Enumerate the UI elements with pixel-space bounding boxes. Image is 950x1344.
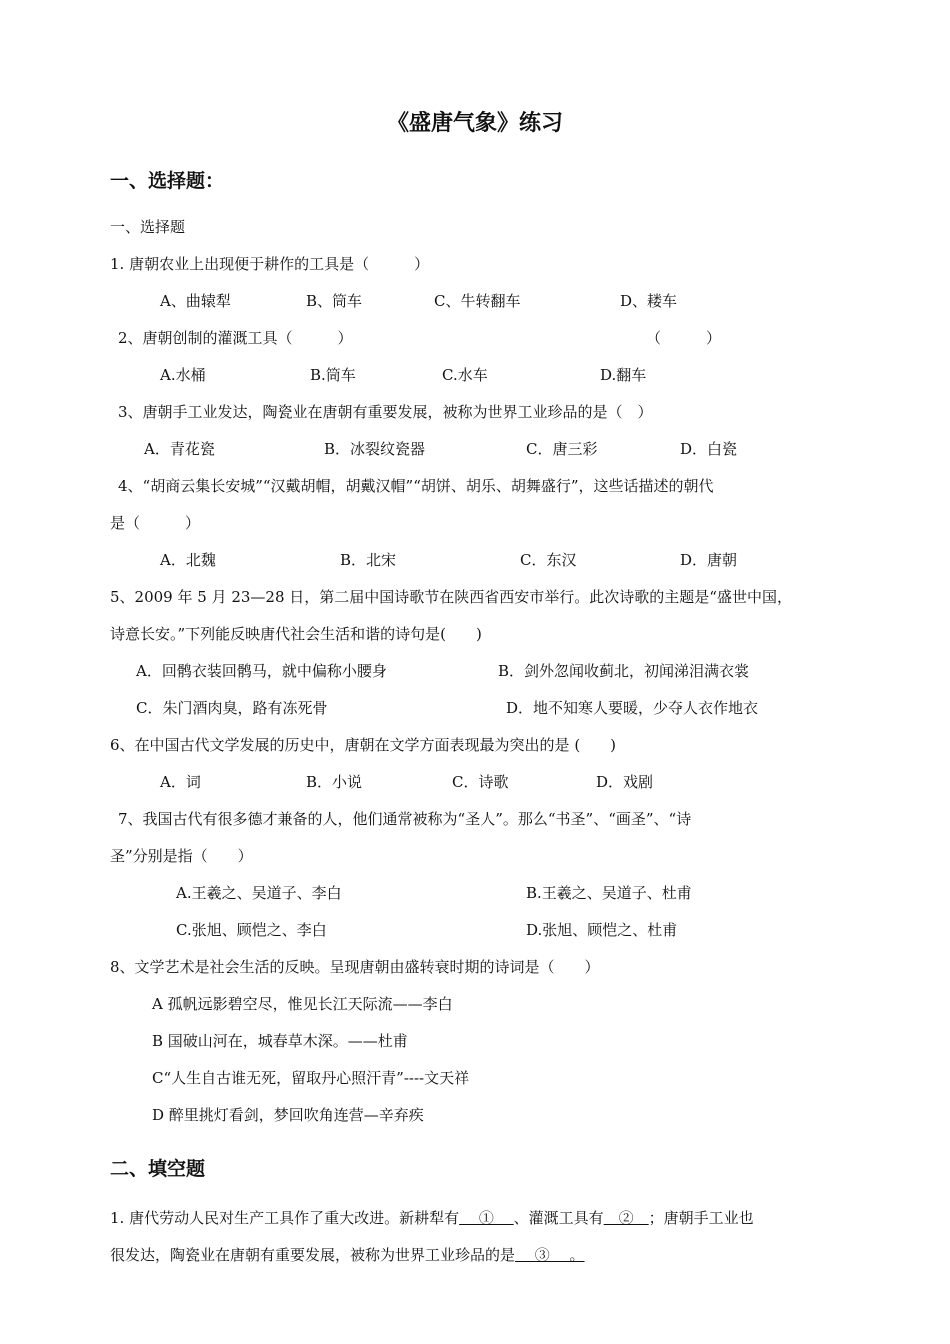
question-6-option-d: D．戏剧 — [596, 773, 654, 791]
question-4-option-a: A．北魏 — [160, 551, 216, 569]
question-4-stem-line-1: 4、“胡商云集长安城”“汉戴胡帽，胡戴汉帽”“胡饼、胡乐、胡舞盛行”，这些话描述的朝代 — [118, 477, 714, 495]
question-4-option-d: D．唐朝 — [680, 551, 738, 569]
fill-blank-2: ② — [603, 1209, 649, 1227]
question-7-stem-line-2: 圣”分别是指（ ） — [110, 847, 253, 865]
question-6-option-b: B．小说 — [306, 773, 363, 791]
question-2-option-a: A.水桶 — [160, 366, 206, 384]
question-3-stem: 3、唐朝手工业发达，陶瓷业在唐朝有重要发展，被称为世界工业珍品的是（ ） — [118, 403, 653, 421]
question-8-option-a: A 孤帆远影碧空尽，惟见长江天际流——李白 — [152, 995, 453, 1013]
question-1-option-c: C、牛转翻车 — [434, 292, 521, 310]
fill-question-1-line-2 — [110, 1245, 585, 1265]
page-title: 《盛唐气象》练习 — [386, 111, 563, 136]
question-6-stem: 6、在中国古代文学发展的历史中，唐朝在文学方面表现最为突出的是 ( ) — [110, 736, 617, 754]
question-4-option-c: C．东汉 — [520, 551, 577, 569]
fill-question-1-text-4: 很发达，陶瓷业在唐朝有重要发展，被称为世界工业珍品的是 — [110, 1246, 516, 1264]
question-4-stem-line-2: 是（ ） — [110, 514, 201, 532]
question-5-stem-line-1: 5、2009 年 5 月 23—28 日，第二届中国诗歌节在陕西省西安市举行。此次诗歌的主题是“盛世中国， — [110, 588, 792, 606]
question-2-option-d: D.翻车 — [600, 366, 647, 384]
question-1-option-b: B、筒车 — [306, 292, 363, 310]
question-7-option-c: C.张旭、顾恺之、李白 — [176, 921, 327, 939]
question-3-option-a: A．青花瓷 — [144, 440, 215, 458]
question-2-answer-paren: （ ） — [646, 329, 722, 347]
question-2-stem: 2、唐朝创制的灌溉工具（ ） — [118, 329, 353, 347]
question-1-option-a: A、曲辕犁 — [160, 292, 231, 310]
fill-blank-1: ① — [459, 1209, 514, 1227]
question-4-option-b: B．北宋 — [340, 551, 397, 569]
fill-question-1-text-3: ；唐朝手工业也 — [648, 1209, 754, 1227]
question-2-option-c: C.水车 — [442, 366, 488, 384]
question-8-option-c: C“人生自古谁无死，留取丹心照汗青”----文天祥 — [152, 1069, 470, 1087]
question-5-option-a: A．回鹘衣装回鹘马，就中偏称小腰身 — [136, 662, 387, 680]
question-5-option-b: B．剑外忽闻收蓟北，初闻涕泪满衣裳 — [498, 662, 750, 680]
question-7-option-a: A.王羲之、吴道子、李白 — [176, 884, 342, 902]
fill-blank-3: ③ 。 — [515, 1246, 585, 1264]
section-heading-fill-blank: 二、填空题 — [110, 1158, 206, 1180]
section-heading-choice: 一、选择题： — [110, 170, 225, 192]
question-8-stem: 8、文学艺术是社会生活的反映。呈现唐朝由盛转衰时期的诗词是（ ） — [110, 958, 600, 976]
question-2-option-b: B.筒车 — [310, 366, 356, 384]
section-subheading: 一、选择题 — [110, 218, 186, 236]
question-8-option-d: D 醉里挑灯看剑，梦回吹角连营—辛弃疾 — [152, 1106, 424, 1124]
fill-question-1-line-1 — [110, 1208, 754, 1228]
question-6-option-c: C．诗歌 — [452, 773, 509, 791]
question-7-stem-line-1: 7、我国古代有很多德才兼备的人，他们通常被称为“圣人”。那么“书圣”、“画圣”、“诗 — [118, 810, 692, 828]
fill-question-1-text-1: 1. 唐代劳动人民对生产工具作了重大改进。新耕犁有 — [110, 1209, 460, 1227]
question-1-option-d: D、耧车 — [620, 292, 678, 310]
question-3-option-d: D．白瓷 — [680, 440, 738, 458]
question-5-option-d: D．地不知寒人要暖，少夺人衣作地衣 — [506, 699, 759, 717]
question-1-stem: 1. 唐朝农业上出现便于耕作的工具是（ ） — [110, 255, 430, 273]
question-7-option-d: D.张旭、顾恺之、杜甫 — [526, 921, 678, 939]
question-8-option-b: B 国破山河在，城春草木深。——杜甫 — [152, 1032, 408, 1050]
question-5-option-c: C．朱门酒肉臭，路有冻死骨 — [136, 699, 328, 717]
question-7-option-b: B.王羲之、吴道子、杜甫 — [526, 884, 692, 902]
question-6-option-a: A．词 — [160, 773, 201, 791]
question-5-stem-line-2: 诗意长安。”下列能反映唐代社会生活和谐的诗句是( ) — [110, 625, 482, 643]
fill-question-1-text-2: 、灌溉工具有 — [513, 1209, 604, 1227]
question-3-option-c: C．唐三彩 — [526, 440, 598, 458]
question-3-option-b: B．冰裂纹瓷器 — [324, 440, 426, 458]
